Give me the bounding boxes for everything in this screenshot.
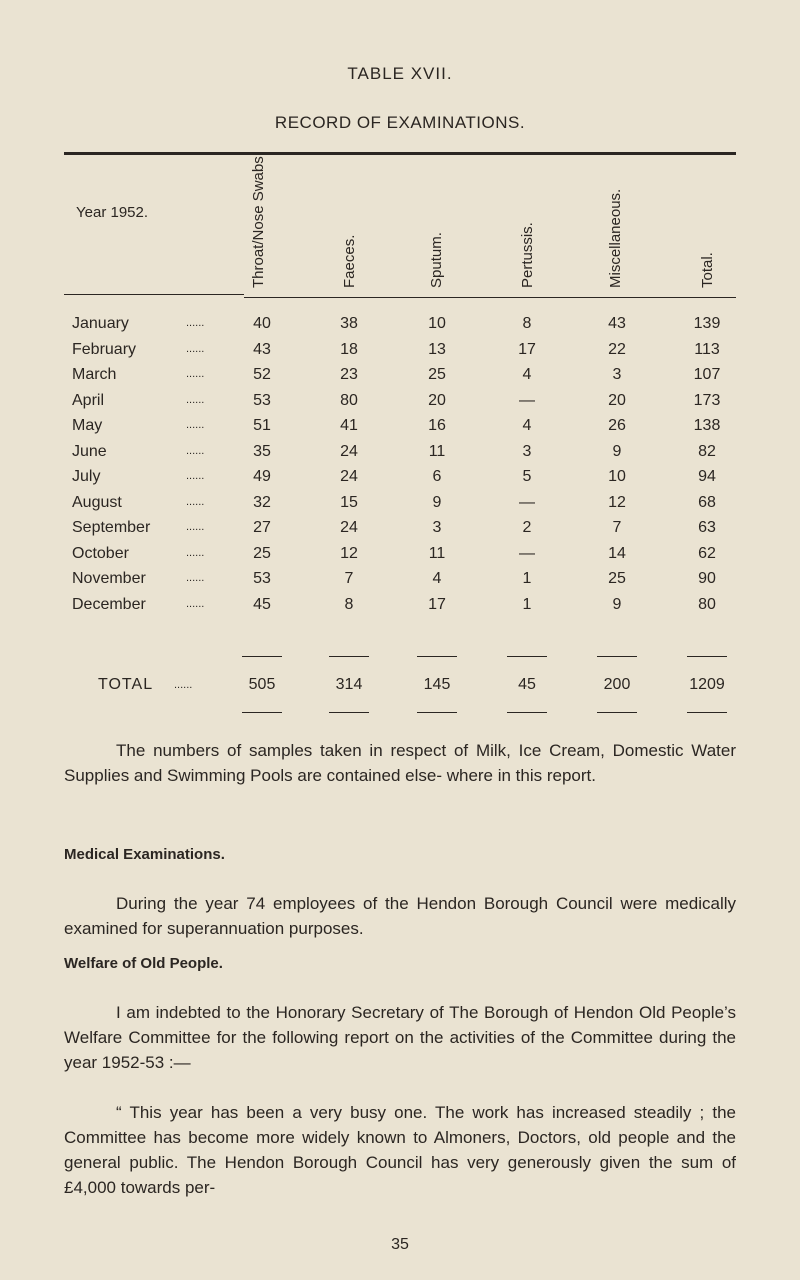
table-cell: 13 (428, 340, 446, 358)
paragraph-quote (64, 1100, 736, 1200)
total-leader-dots: ...... (174, 679, 193, 691)
table-cell: 4 (432, 570, 442, 587)
year-header-rule (64, 294, 244, 295)
total-cell: 45 (518, 676, 536, 693)
total-upper-rule (687, 656, 727, 657)
table-cell: 53 (253, 391, 271, 409)
paragraph-samples (64, 738, 736, 788)
table-cell: 41 (340, 417, 358, 434)
table-cell: 7 (344, 570, 354, 587)
page-number: 35 (391, 1236, 409, 1253)
leader-dots: ...... (186, 521, 205, 533)
table-cell: 10 (608, 468, 626, 485)
table-cell: 20 (428, 391, 446, 409)
total-cell: 505 (248, 676, 276, 693)
table-cell: 1 (522, 570, 532, 587)
total-lower-rule (597, 712, 637, 713)
column-header-rule (244, 297, 736, 298)
table-cell: 8 (522, 315, 532, 332)
table-cell: 32 (253, 493, 271, 511)
month-name: May (72, 417, 103, 434)
column-header-4: Miscellaneous. (607, 188, 624, 288)
table-cell: 9 (612, 595, 622, 613)
table-cell: 24 (340, 519, 358, 536)
table-cell: — (519, 493, 535, 511)
leader-dots: ...... (186, 470, 205, 482)
table-cell: 3 (612, 366, 622, 383)
table-cell: 25 (428, 366, 446, 383)
table-cell: 80 (698, 595, 716, 613)
table-cell: 11 (428, 442, 446, 460)
paragraph-medical (64, 891, 736, 941)
table-cell: 20 (608, 391, 626, 409)
table-cell: 35 (253, 442, 271, 460)
table-cell: 7 (612, 519, 622, 536)
paragraph-samples-text: The numbers of samples taken in respect of Milk, Ice Cream, Domestic Water Supplies and Swimming Pools are contained else- where in this report. (64, 741, 736, 785)
row-label (72, 341, 136, 359)
table-cell: 38 (340, 315, 358, 332)
heading-welfare-old-people: Welfare of Old People. (64, 955, 223, 972)
month-name: January (72, 315, 129, 332)
row-label (72, 443, 107, 461)
table-cell: 53 (253, 570, 271, 587)
total-upper-rule (242, 656, 282, 657)
month-name: February (72, 340, 137, 358)
table-cell: 173 (693, 391, 721, 409)
total-cell: 145 (423, 676, 451, 693)
table-cell: 12 (340, 544, 358, 562)
total-label: TOTAL (98, 676, 154, 693)
month-name: April (72, 391, 105, 409)
column-header-3: Pertussis. (519, 222, 536, 288)
row-label (72, 417, 102, 435)
leader-dots: ...... (186, 572, 205, 584)
table-cell: 25 (253, 544, 271, 562)
column-header-2: Sputum. (428, 232, 445, 288)
table-cell: 24 (340, 442, 358, 460)
table-cell: 82 (698, 442, 716, 460)
table-cell: 16 (428, 417, 446, 434)
table-subtitle: RECORD OF EXAMINATIONS. (274, 113, 526, 132)
table-cell: 6 (432, 468, 442, 485)
column-header-1: Faeces. (341, 234, 358, 288)
leader-dots: ...... (186, 317, 205, 329)
table-cell: 4 (522, 366, 532, 383)
table-cell: 4 (522, 417, 532, 434)
table-cell: 12 (608, 493, 626, 511)
leader-dots: ...... (186, 444, 205, 457)
row-label (72, 366, 116, 384)
table-cell: 22 (608, 340, 626, 358)
table-cell: 45 (253, 595, 271, 613)
total-upper-rule (507, 656, 547, 657)
month-name: August (72, 493, 122, 511)
row-label (72, 545, 129, 563)
table-cell: 43 (253, 340, 271, 358)
heading-medical-examinations: Medical Examinations. (64, 846, 225, 863)
table-cell: 17 (518, 340, 536, 358)
leader-dots: ...... (186, 419, 205, 431)
month-name: November (72, 570, 146, 587)
month-name: March (72, 366, 117, 383)
table-cell: 80 (340, 391, 358, 409)
table-cell: 107 (693, 366, 721, 383)
leader-dots: ...... (186, 368, 205, 380)
total-upper-rule (329, 656, 369, 657)
year-header: Year 1952. (76, 204, 149, 221)
table-cell: 138 (693, 417, 721, 434)
table-cell: 10 (428, 315, 446, 332)
table-cell: 17 (428, 595, 446, 613)
table-cell: 1 (522, 595, 532, 613)
table-cell: 49 (253, 468, 271, 485)
table-cell: 8 (344, 595, 354, 613)
table-cell: 23 (340, 366, 358, 383)
total-lower-rule (687, 712, 727, 713)
row-label (72, 392, 104, 410)
leader-dots: ...... (186, 495, 205, 508)
month-name: July (72, 468, 101, 485)
table-cell: 113 (694, 340, 720, 358)
paragraph-medical-text: During the year 74 employees of the Hendon Borough Council were medically examined for superannuation purposes. (64, 894, 736, 938)
table-cell: 24 (340, 468, 358, 485)
table-cell: 27 (253, 519, 271, 536)
table-cell: 25 (608, 570, 626, 587)
row-label (72, 570, 146, 588)
table-cell: 52 (253, 366, 271, 383)
table-cell: 9 (612, 442, 622, 460)
table-cell: 2 (522, 519, 532, 536)
row-label (72, 519, 150, 537)
total-lower-rule (242, 712, 282, 713)
table-cell: 43 (608, 315, 626, 332)
paragraph-quote-text: “ This year has been a very busy one. The work has increased steadily ; the Committee has become more widely known to Almoners, Doctors, old people and the general public. The Hendon Borough Council has very generously given the sum of £4,000 towards per- (64, 1103, 736, 1197)
table-cell: 5 (522, 468, 532, 485)
table-cell: 3 (432, 519, 442, 536)
table-cell: 68 (698, 493, 716, 511)
table-cell: 11 (428, 544, 446, 562)
table-cell: 62 (698, 544, 716, 562)
leader-dots: ...... (186, 546, 205, 559)
row-label (72, 596, 146, 614)
total-lower-rule (417, 712, 457, 713)
paragraph-welfare (64, 1000, 736, 1075)
table-title: TABLE XVII. (347, 64, 453, 83)
table-cell: 18 (340, 340, 358, 358)
table-cell: 90 (698, 570, 716, 587)
total-cell: 200 (603, 676, 631, 693)
month-name: June (72, 442, 107, 460)
table-cell: 15 (340, 493, 358, 511)
row-label (72, 494, 122, 512)
table-cell: 14 (608, 544, 626, 562)
month-name: December (72, 595, 146, 613)
table-cell: 3 (522, 442, 532, 460)
table-cell: 40 (253, 315, 271, 332)
table-cell: 26 (608, 417, 626, 434)
table-cell: 139 (693, 315, 721, 332)
column-header-0: Throat/Nose Swabs. (250, 152, 267, 288)
table-cell: 9 (432, 493, 442, 511)
column-header-5: Total. (699, 252, 716, 288)
total-cell: 314 (335, 676, 363, 693)
table-cell: — (519, 391, 535, 409)
total-lower-rule (329, 712, 369, 713)
leader-dots: ...... (186, 393, 205, 406)
total-cell: 1209 (689, 676, 725, 693)
table-cell: 94 (698, 468, 716, 485)
table-cell: 51 (253, 417, 271, 434)
leader-dots: ...... (186, 342, 205, 355)
month-name: October (72, 544, 129, 562)
row-label (72, 315, 129, 333)
total-upper-rule (597, 656, 637, 657)
total-upper-rule (417, 656, 457, 657)
table-cell: — (519, 544, 535, 562)
paragraph-welfare-text: I am indebted to the Honorary Secretary of The Borough of Hendon Old People’s Welfare Committee for the following report on the activities of the Committee during the year 1952-53 :— (64, 1003, 736, 1072)
total-lower-rule (507, 712, 547, 713)
leader-dots: ...... (186, 597, 205, 610)
row-label (72, 468, 100, 486)
month-name: September (72, 519, 151, 536)
table-cell: 63 (698, 519, 716, 536)
